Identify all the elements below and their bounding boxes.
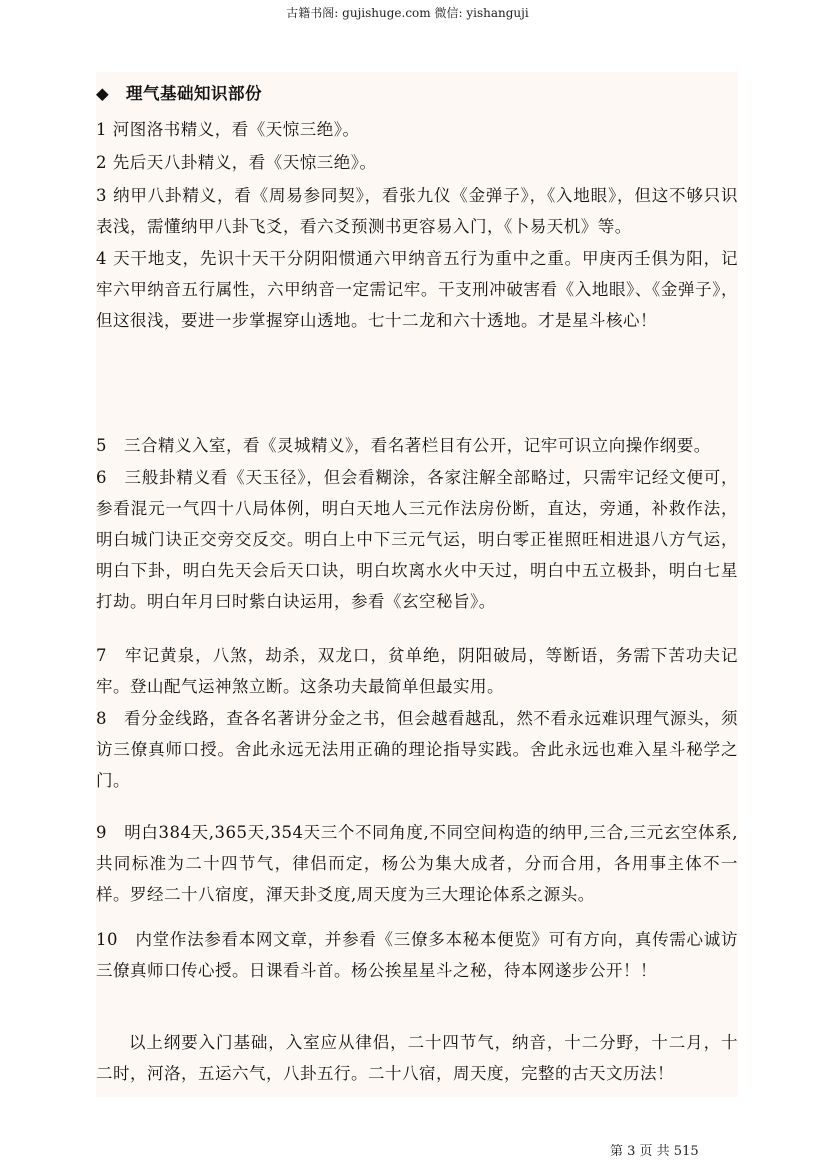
list-item: 5 三合精义入室，看《灵城精义》，看名著栏目有公开，记牢可识立向操作纲要。 (96, 436, 711, 455)
list-item: 2 先后天八卦精义，看《天惊三绝》。 (96, 153, 377, 172)
section-heading (96, 78, 738, 109)
list-item: 10 内堂作法参看本网文章，并参看《三僚多本秘本便览》可有方向，真传需心诚访三僚真师口传心授。日课看斗首。杨公挨星星斗之秘，待本网遂步公开！！ (96, 930, 738, 981)
list-item: 4 天干地支，先识十天干分阴阳惯通六甲纳音五行为重中之重。甲庚丙壬俱为阳，记牢六甲纳音五行属性，六甲纳音一定需记牢。干支刑冲破害看《入地眼》、《金弹子》，但这很浅，要进一步掌握穿山透地。七十二龙和六十透地。才是星斗核心！ (96, 249, 738, 331)
list-item: 8 看分金线路，查各名著讲分金之书，但会越看越乱，然不看永远难识理气源头，须访三僚真师口授。舍此永远无法用正确的理论指导实践。舍此永远也难入星斗秘学之门。 (96, 709, 738, 791)
list-item: 7 牢记黄泉，八煞，劫杀，双龙口，贫单绝，阴阳破局，等断语，务需下苦功夫记牢。登山配气运神煞立断。这条功夫最简单但最实用。 (96, 646, 738, 697)
list-item: 1 河图洛书精义，看《天惊三绝》。 (96, 120, 360, 139)
diamond-bullet-icon: ◆ (96, 84, 110, 103)
list-item: 3 纳甲八卦精义，看《周易参同契》，看张九仪《金弹子》，《入地眼》，但这不够只识表浅，需懂纳甲八卦飞爻，看六爻预测书更容易入门，《卜易天机》等。 (96, 186, 738, 237)
content-area (96, 72, 738, 1097)
list-item: 6 三般卦精义看《天玉径》，但会看糊涂，各家注解全部略过，只需牢记经文便可，参看混元一气四十八局体例，明白天地人三元作法房份断，直达，旁通，补救作法，明白城门诀正交旁交反交。明白上中下三元气运，明白零正崔照旺相进退八方气运，明白下卦，明白先天会后天口诀，明白坎离水火中天过，明白中五立极卦，明白七星打劫。明白年月曰时紫白诀运用，参看《玄空秘旨》。 (96, 468, 738, 612)
page-header: 古籍书阁: gujishuge.com 微信: yishanguji (286, 6, 529, 20)
summary-paragraph: 以上纲要入门基础，入室应从律侣，二十四节气，纳音，十二分野，十二月，十二时，河洛，五运六气，八卦五行。二十八宿，周天度，完整的古天文历法！ (96, 1033, 738, 1084)
list-item: 9 明白384天,365天,354天三个不同角度,不同空间构造的纳甲,三合,三元玄空体系,共同标准为二十四节气，律侣而定，杨公为集大成者，分而合用，各用事主体不一样。罗经二十八宿度，渾天卦爻度,周天度为三大理论体系之源头。 (96, 823, 738, 905)
section-title: 理气基础知识部份 (126, 84, 262, 103)
page-number: 第 3 页 共 515 (610, 1144, 699, 1159)
